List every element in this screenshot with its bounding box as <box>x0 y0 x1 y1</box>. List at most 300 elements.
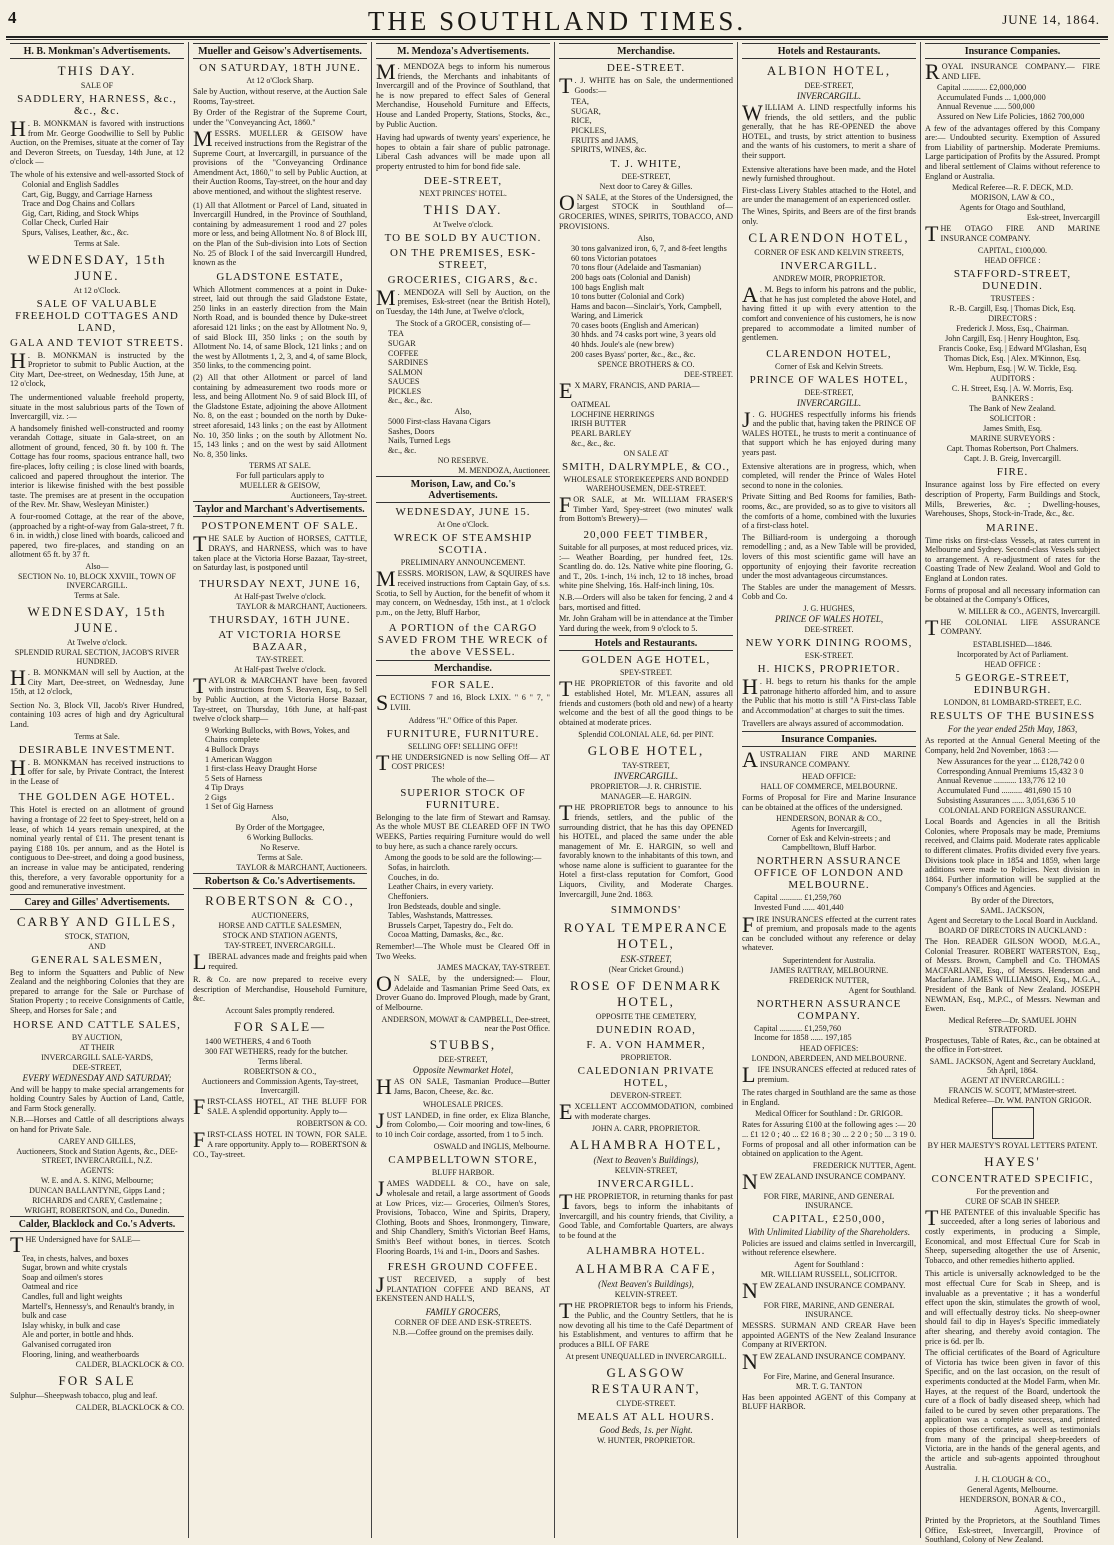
block-text: ROBERTSON & CO. <box>296 1119 367 1129</box>
block-text: Sale by Auction, without reserve, at the Auction Sale Rooms, Tay-street. <box>193 87 367 106</box>
small-line <box>559 172 733 181</box>
block-text: TAYLOR & MARCHANT, Auctioneers. <box>236 601 367 611</box>
small-line <box>925 1086 1100 1095</box>
block-text: HE PROPRIETOR begs to announce to his friends, settlers, and the public of the surrounding district, that he has this day OPENED his HOTEL, and placed the same under the able management of Mr. E. HARGIN, so well and favorably known to the inhabitants of this town, and whose name alone is sufficient to guarantee for the Hotel a first-class reputation for Comfort, Good Liquors, Civility, and Moderate Charges. Invercargill, June 2nd. 1863. <box>559 803 733 899</box>
block-text: PRINCE OF WALES HOTEL, <box>774 613 884 624</box>
block-text: SADDLERY, HARNESS, &c., &c., &c. <box>17 93 177 117</box>
newspaper-title: THE SOUTHLAND TIMES. <box>367 6 747 36</box>
block-text: Printed by the Proprietors, at the Southland Times Office, Esk-street, Invercargill, Province of Southland, Colony of New Zealand. <box>925 1515 1100 1545</box>
caption-heading <box>742 663 916 675</box>
block-text: USTRALIAN FIRE AND MARINE INSURANCE COMPANY. <box>759 749 916 769</box>
small-line <box>742 388 916 397</box>
drop-cap: E <box>559 1099 573 1125</box>
block-text: Taylor and Marchant's Advertisements. <box>195 504 365 516</box>
body-paragraph <box>925 124 1100 182</box>
block-text: CLARENDON HOTEL, <box>766 347 892 360</box>
block-text: FRESH GROUND COFFEE. <box>387 1261 539 1274</box>
block-text: BOARD OF DIRECTORS IN AUCKLAND : <box>938 925 1087 935</box>
block-text: . MENDOZA will Sell by Auction, on the premises, Esk-street (near the British Hotel), on Tuesday, the 14th June, at Twelve o'clock, <box>376 287 550 316</box>
block-text: The rates charged in Southland are the same as those in England. <box>742 1088 916 1107</box>
block-text: Agents for Invercargill, <box>791 824 867 834</box>
display-heading <box>559 1137 733 1153</box>
block-text: At present UNEQUALLED in INVERCARGILL. <box>565 1352 727 1362</box>
body-paragraph <box>925 221 1100 247</box>
small-line <box>742 814 916 823</box>
body-paragraph <box>559 492 733 524</box>
caption-heading <box>10 337 184 349</box>
block-text: THURSDAY NEXT, JUNE 16, <box>199 577 361 590</box>
block-text: Opposite Newmarket Hotel, <box>412 1065 514 1076</box>
small-line <box>10 1043 184 1052</box>
signature-line <box>742 1161 916 1170</box>
block-text: Cocoa Matting, Damasks, &c., &c. <box>388 930 504 940</box>
block-text: IRE INSURANCES effected at the current rates of premium, and proposals made to the agents can be concluded without any reference or delay whatever. <box>742 914 916 953</box>
small-line <box>742 772 916 781</box>
block-text: Prospectuses, Table of Rates, &c., can be obtained at the office in Fort-street. <box>925 1035 1100 1055</box>
block-text: HE Undersigned have for SALE— <box>25 1234 141 1244</box>
display-heading <box>10 252 184 284</box>
list-line <box>205 1047 367 1057</box>
drop-cap: M <box>193 126 213 152</box>
block-text: Soap and oilmen's stores <box>22 1272 103 1282</box>
block-text: Also— <box>85 562 109 571</box>
block-text: HORSE AND CATTLE SALESMEN, <box>218 921 342 931</box>
block-text: AGENT AT INVERCARGILL : <box>960 1075 1065 1085</box>
issue-date: JUNE 14, 1864. <box>1002 12 1100 27</box>
body-paragraph <box>10 665 184 697</box>
display-heading <box>10 1373 184 1389</box>
block-text: Insurance Companies. <box>781 733 877 745</box>
block-text: Sulphur—Sheepwash tobacco, plug and leaf. <box>10 1391 158 1401</box>
small-line <box>10 638 184 647</box>
body-paragraph <box>559 73 733 98</box>
list-line <box>388 902 550 912</box>
small-line <box>925 314 1100 323</box>
body-paragraph <box>742 719 916 729</box>
block-text: 6 Working Bullocks. <box>246 833 314 843</box>
block-text: GROCERIES, CIGARS, &c. <box>387 273 539 286</box>
block-text: Martell's, Hennessy's, and Renault's brandy, in bulk and case <box>22 1301 175 1321</box>
drop-cap: A <box>742 282 758 308</box>
body-paragraph <box>376 971 550 1012</box>
block-text: Morison, Law, and Co.'s Advertisements. <box>410 479 516 502</box>
block-text: 5 Sets of Harness <box>205 773 263 783</box>
body-paragraph <box>193 1094 367 1120</box>
drop-cap: L <box>742 1062 756 1088</box>
block-text: HENDERSON, BONAR & CO., <box>776 814 882 824</box>
block-text: Corner of Esk and Kelvin Streets. <box>775 361 883 371</box>
body-paragraph <box>559 614 733 633</box>
drop-cap: S <box>376 690 389 716</box>
list-line <box>754 1033 916 1043</box>
block-text: Rates for Assuring £100 at the following ages :— 20 ... £1 12 0 ; 40 ... £2 16 8 ; 30 ... 2 2 0 ; 50 ... 3 19 0. Forms of proposal and all other information can be obtained on application to the Agent. <box>742 1120 916 1159</box>
signature-line <box>10 1360 184 1369</box>
body-paragraph <box>742 186 916 205</box>
small-line <box>10 1186 184 1195</box>
caption-heading <box>925 1173 1100 1185</box>
list-line <box>388 339 550 349</box>
block-text: CLYDE-STREET. <box>616 1399 676 1409</box>
block-text: WEDNESDAY, 15th JUNE. <box>27 604 167 635</box>
block-text: OSWALD and INGLIS, Melbourne. <box>433 1142 550 1152</box>
small-line <box>559 730 733 739</box>
block-text: The Wines, Spirits, and Beers are of the first brands only. <box>742 206 916 226</box>
block-text: SUGAR <box>388 338 416 348</box>
small-line <box>376 520 550 529</box>
block-text: CONCENTRATED SPECIFIC, <box>931 1172 1094 1185</box>
block-text: ROSE OF DENMARK HOTEL, <box>569 978 723 1010</box>
block-text: Also, <box>454 407 472 417</box>
drop-cap: F <box>742 911 755 937</box>
block-text: . B. MONKMAN has received instructions to offer for sale, by Private Contract, the Interest in the Lease of <box>10 757 184 786</box>
block-text: For full particulars apply to <box>236 471 324 481</box>
block-text: ON SATURDAY, 18TH JUNE. <box>199 62 361 74</box>
block-text: Auctioneers, Stock and Station Agents, &c., DEE-STREET, INVERCARGILL, N.Z. <box>16 1146 178 1165</box>
column-6 <box>921 42 1104 1545</box>
small-line <box>559 792 733 801</box>
list-line <box>571 419 733 429</box>
list-line <box>22 1350 184 1360</box>
drop-cap: J <box>376 1176 385 1202</box>
block-text: THE GOLDEN AGE HOTEL. <box>18 791 176 804</box>
small-line <box>193 481 367 490</box>
small-line <box>742 966 916 975</box>
block-text: NO RESERVE. <box>437 456 489 466</box>
list-line <box>388 921 550 931</box>
block-text: SMITH, DALRYMPLE, & CO., <box>562 461 730 474</box>
italic-line <box>376 1307 550 1317</box>
drop-cap: T <box>925 614 939 640</box>
block-text: As reported at the Annual General Meeting of the Company, held 2nd November, 1863 :— <box>925 736 1100 755</box>
list-line <box>22 199 184 209</box>
small-line <box>10 1166 184 1175</box>
block-text: 1400 WETHERS, 4 and 6 Tooth <box>205 1037 312 1047</box>
block-text: CAPITAL, £250,000, <box>772 1212 886 1225</box>
list-line <box>571 126 733 136</box>
small-line <box>193 921 367 930</box>
block-text: BY HER MAJESTY'S ROYAL LETTERS PATENT. <box>927 1140 1098 1150</box>
small-line <box>742 1270 916 1279</box>
block-text: THIS DAY. <box>423 201 503 217</box>
block-text: TRUSTEES : <box>990 294 1035 304</box>
block-text: ROBERTSON & CO., <box>243 1067 317 1077</box>
drop-cap: A <box>742 746 758 772</box>
block-text: SALMON <box>388 367 423 377</box>
block-text: At Half-past Twelve o'clock. <box>234 591 326 601</box>
caption-heading <box>193 629 367 653</box>
display-heading <box>10 914 184 930</box>
block-text: MANAGER—E. HARGIN. <box>600 792 692 802</box>
block-text: Hotels and Restaurants. <box>594 638 698 650</box>
block-text: OR SALE, at Mr. WILLIAM FRASER'S Timber Yard, Spey-street (two minutes' walk from Bottom's Brewery)— <box>559 495 733 524</box>
list-line <box>22 218 184 228</box>
block-text: INVERCARGILL. <box>780 260 878 273</box>
block-text: R.-B. Cargill, Esq. | Thomas Dick, Esq. <box>949 304 1076 314</box>
small-line <box>559 1124 733 1133</box>
list-line <box>205 802 367 812</box>
block-text: By Order of the Mortgagee, <box>235 823 325 833</box>
column-2 <box>189 42 372 1538</box>
small-line <box>925 294 1100 303</box>
block-text: N SALE, at the Stores of the Undersigned, the largest STOCK in Southland of— GROCERIES, WINES, SPIRITS, TOBACCO, AND PROVISIONS. <box>559 192 733 231</box>
block-text: 9 Working Bullocks, with Bows, Yokes, and Chains complete <box>205 725 350 745</box>
block-text: CARBY AND GILLES, <box>16 913 178 929</box>
block-text: Agent for Southland. <box>848 985 916 995</box>
small-line <box>10 1147 184 1165</box>
block-text: Address "H." Office of this Paper. <box>408 715 518 725</box>
block-text: W. HUNTER, PROPRIETOR. <box>596 1436 695 1446</box>
block-text: FRUITS and JAMS, <box>571 135 639 145</box>
block-text: No Reserve. <box>260 843 300 853</box>
block-text: MR. WILLIAM RUSSELL, SOLICITOR. <box>760 1270 898 1279</box>
small-line <box>559 360 733 369</box>
block-text: HALL OF COMMERCE, MELBOURNE. <box>760 782 898 792</box>
block-text: AS ON SALE, Tasmanian Produce—Butter Jams, Bacon, Cheese, &c. &c. <box>393 1077 550 1097</box>
small-line <box>925 1495 1100 1504</box>
drop-cap: H <box>742 673 758 699</box>
small-line <box>925 906 1100 915</box>
block-text: HE PATENTEE of this invaluable Specific has succeeded, after a long series of laborious and costly experiments, in producing a Simple, Economical, and most Effectual Cure for Scab in Sheep, superseding altogether the use of Arsenic, Tobacco, and other remedies hitherto applied. <box>925 1207 1100 1265</box>
list-line <box>937 796 1100 806</box>
block-text: ALHAMBRA HOTEL. <box>586 1245 706 1258</box>
block-text: Iron Bedsteads, double and single. <box>388 901 501 911</box>
block-text: FIRE. <box>996 466 1029 479</box>
drop-cap: F <box>193 1094 206 1120</box>
body-paragraph <box>742 100 916 161</box>
block-text: DUNEDIN ROAD, <box>596 1024 696 1037</box>
block-text: Among the goods to be sold are the following:— <box>384 853 542 863</box>
block-text: New Assurances for the year ... £128,742 0 0 <box>937 757 1085 767</box>
block-text: ANDREW MOIR, PROPRIETOR. <box>772 274 886 284</box>
section-heading <box>193 501 367 517</box>
block-text: ESSRS. MORISON, LAW, & SQUIRES have received instructions from Captain Gay, of s.s. Scotia, to Sell by Auction, for the benefit of whom it may concern, on Wednesday, 15th inst., at 1 o'clock p.m., on the Jetty, Bluff Harbor, <box>376 569 550 617</box>
block-text: DEE-STREET, <box>621 171 671 181</box>
body-paragraph <box>925 614 1100 640</box>
block-text: Which Allotment commences at a point in Duke-street, laid out through the said Gladstone Estate, 250 links in an easterly direction from the Main North Road, and is bounded thence by Duke-street aforesaid 121 links ; on the east by Allotment No. 9, of said Block III, 350 links ; on the south by Allotment No. 14, of same Block, 121 links ; and on the west by Allotments 1, 2, 3, and 4, of same Block, 350 links, to the commencing point. <box>193 284 367 371</box>
block-text: Gig, Cart, Riding, and Stock Whips <box>22 208 139 218</box>
block-text: N.B.—Orders will also be taken for fencing, 2 and 4 bars, mortised and fitted. <box>559 592 733 612</box>
display-heading <box>742 230 916 246</box>
block-text: THIS DAY. <box>57 63 137 78</box>
list-line <box>388 358 550 368</box>
section-heading <box>376 476 550 503</box>
block-text: Accumulated Funds ... 1,000,000 <box>937 92 1046 102</box>
small-line <box>925 698 1100 707</box>
block-text: XCELLENT ACCOMMODATION, combined with moderate charges. <box>574 1102 733 1121</box>
body-paragraph <box>742 406 916 458</box>
caption-heading <box>376 787 550 811</box>
caption-heading <box>742 348 916 360</box>
signature-line <box>742 986 916 995</box>
block-text: MEALS AT ALL HOURS. <box>577 1411 715 1424</box>
small-line <box>559 1091 733 1100</box>
drop-cap: J <box>376 1107 385 1133</box>
body-paragraph <box>10 512 184 560</box>
list-line <box>388 446 550 456</box>
body-paragraph <box>193 975 367 1004</box>
small-line <box>742 81 916 90</box>
caption-heading <box>376 506 550 518</box>
block-text: (Next Beaven's Buildings), <box>598 1279 694 1290</box>
block-text: ON SALE AT <box>623 449 669 459</box>
small-line <box>193 843 367 852</box>
list-line <box>937 776 1100 786</box>
caption-heading <box>376 274 550 286</box>
caption-heading <box>559 1178 733 1190</box>
block-text: NEXT PRINCES' HOTEL. <box>419 188 507 198</box>
list-line <box>388 427 550 437</box>
drop-cap: M <box>376 284 396 310</box>
list-line <box>205 726 367 745</box>
list-line <box>571 321 733 331</box>
small-line <box>559 965 733 974</box>
block-text: Hotels and Restaurants. <box>777 46 881 57</box>
small-line <box>193 853 367 862</box>
block-text: CALDER, BLACKLOCK & CO. <box>75 1402 184 1412</box>
block-text: . B. MONKMAN is favored with instructions from Mr. George Goodwillie to Sell by Public Auction, on the Premises, situate at the corner of Tay and Deveron Streets, on Tuesday, 14th June, at 12 o'clock — <box>10 119 184 167</box>
block-text: Thomas Dick, Esq. | Alex. M'Kinnon, Esq. <box>944 354 1081 364</box>
small-line <box>925 1197 1100 1206</box>
signature-line <box>193 863 367 872</box>
list-line <box>571 244 733 254</box>
body-paragraph <box>925 736 1100 755</box>
block-text: Agent and Secretary to the Local Board in Auckland. <box>927 915 1098 925</box>
block-text: STOCK, STATION, <box>64 931 130 941</box>
small-line <box>925 246 1100 255</box>
small-line <box>193 931 367 940</box>
drop-cap: F <box>193 1127 206 1153</box>
block-text: SUPERIOR STOCK OF FURNITURE. <box>400 786 526 811</box>
block-text: HE PROPRIETOR of this favorite and old established Hotel, Mr. M'LEAN, assures all friends and customers (both old and new) of a hearty welcome and the best of all the good things to be obtained at moderate prices. <box>559 679 733 727</box>
block-text: SALE OF VALUABLE FREEHOLD COTTAGES AND LAND, <box>15 297 179 334</box>
small-line <box>559 1053 733 1062</box>
block-text: GLOBE HOTEL, <box>587 743 705 759</box>
body-paragraph <box>742 1348 916 1374</box>
block-text: Auctioneers and Commission Agents, Tay-street, Invercargill. <box>201 1077 359 1096</box>
small-line <box>193 823 367 832</box>
body-paragraph <box>559 378 733 404</box>
display-heading <box>559 978 733 1010</box>
body-paragraph <box>742 492 916 530</box>
list-line <box>22 180 184 190</box>
small-line <box>376 853 550 862</box>
block-text: Sofas, in haircloth. <box>388 863 450 873</box>
block-text: TEA, <box>571 97 589 107</box>
caption-heading <box>925 672 1100 696</box>
body-paragraph <box>193 87 367 106</box>
signature-line <box>10 1403 184 1412</box>
masthead-rule <box>6 36 1108 38</box>
block-text: ROYAL TEMPERANCE HOTEL, <box>563 920 729 952</box>
small-line <box>193 461 367 470</box>
list-line <box>571 107 733 117</box>
block-text: W. MILLER & CO., AGENTS, Invercargill. <box>957 606 1100 616</box>
italic-line <box>742 614 916 624</box>
block-text: KELVIN-STREET, <box>614 1166 678 1176</box>
small-line <box>559 234 733 243</box>
block-text: AUCTIONEERS, <box>251 911 309 921</box>
list-line <box>22 1273 184 1283</box>
list-line <box>205 1037 367 1047</box>
block-text: FOR SALE <box>58 1373 136 1389</box>
block-text: ROBERTSON & CO., <box>205 893 355 909</box>
body-paragraph <box>10 424 184 510</box>
small-line <box>925 454 1100 463</box>
block-text: EW ZEALAND INSURANCE COMPANY. <box>759 1351 906 1361</box>
block-text: John Cargill, Esq. | Henry Houghton, Esq. <box>945 334 1080 344</box>
block-text: Having had upwards of twenty years' experience, he hopes to obtain a fair share of public patronage. Liberal Cash advances will be made upon all property entrusted to him for bond fide sale. <box>376 133 550 171</box>
display-heading <box>925 1154 1100 1170</box>
body-paragraph <box>559 1298 733 1349</box>
block-text: AGENTS: <box>80 1165 114 1175</box>
display-heading <box>376 1037 550 1053</box>
small-line <box>10 591 184 600</box>
block-text: With Unlimited Liability of the Shareholders. <box>747 1226 911 1237</box>
block-text: Collar Check, Curled Hair <box>22 218 109 228</box>
block-text: INVERCARGILL. <box>597 1178 695 1191</box>
list-line <box>22 190 184 200</box>
small-line <box>376 558 550 567</box>
block-text: SIMMONDS' <box>610 904 682 917</box>
body-paragraph <box>376 942 550 961</box>
block-text: HE PROPRIETOR, in returning thanks for past favors, begs to inform the inhabitants of Invercargill, and his country friends, that Civility, a Good Table, and Comfortable Quarters, are always to be found at the <box>559 1192 733 1240</box>
block-text: The Billiard-room is undergoing a thorough remodelling ; and, as a New Table will be provided, lovers of this most scientific game will have an opportunity of enjoying their favorite recreation under the most advantageous circumstances. <box>742 532 916 581</box>
list-line <box>205 755 367 765</box>
block-text: MESSRS. SURMAN AND CREAR Have been appointed AGENTS of the New Zealand Insurance Company at RIVERTON. <box>742 1321 916 1350</box>
block-text: TAY-STREET. <box>256 654 304 664</box>
body-paragraph <box>925 59 1100 84</box>
drop-cap: T <box>376 749 390 775</box>
block-text: Extensive alterations have been made, and the Hotel newly furnished throughout. <box>742 164 916 184</box>
list-line <box>571 116 733 126</box>
block-text: STOCK AND STATION AGENTS, <box>222 931 338 941</box>
body-paragraph <box>193 126 367 196</box>
small-line <box>193 1006 367 1015</box>
caption-heading <box>10 298 184 334</box>
block-text: INVERCARGILL. <box>796 397 862 408</box>
caption-heading <box>559 1024 733 1036</box>
block-text: 200 bags oats (Colonial and Danish) <box>571 272 691 282</box>
caption-heading <box>925 710 1100 722</box>
block-text: Merchandise. <box>434 663 492 675</box>
signature-line <box>376 1142 550 1151</box>
block-text: Wm. Hepburn, Esq. | W. W. Tickle, Esq. <box>948 364 1077 374</box>
drop-cap: O <box>376 971 392 997</box>
block-text: TO BE SOLD BY AUCTION. <box>384 231 542 244</box>
small-line <box>925 304 1100 313</box>
caption-heading <box>925 268 1100 292</box>
caption-heading <box>742 1213 916 1225</box>
block-text: Capital ............ £2,000,000 <box>937 83 1027 93</box>
caption-heading <box>376 532 550 556</box>
block-text: At One o'Clock. <box>437 520 489 530</box>
list-line <box>571 292 733 302</box>
block-text: AT VICTORIA HORSE BAZAAR, <box>218 628 342 653</box>
section-heading <box>559 635 733 651</box>
list-line <box>22 1302 184 1321</box>
block-text: WHOLESALE PRICES. <box>423 1099 503 1109</box>
list-line <box>388 892 550 902</box>
block-text: HE SALE by Auction of HORSES, CATTLE, DRAYS, and HARNESS, which was to have taken place at the Victoria Horse Bazaar, Tay-street, on Saturday last, is postponed until <box>193 534 367 573</box>
list-line <box>22 1263 184 1273</box>
block-text: N SALE, by the undersigned:— Flour, Adelaide and Tasmanian Prime Seed Oats, ex Drover Guano do. Improved Plough, made by Grant, of Melbourne. <box>376 974 550 1012</box>
block-text: EVERY WEDNESDAY AND SATURDAY; <box>22 1072 172 1083</box>
list-line <box>571 136 733 146</box>
small-line <box>925 1076 1100 1085</box>
block-text: RICHARDS and CAREY, Castlemaine ; <box>32 1195 162 1205</box>
block-text: CORNER OF ESK AND KELVIN STREETS, <box>754 248 904 258</box>
block-text: DEE-STREET, <box>72 1062 122 1072</box>
